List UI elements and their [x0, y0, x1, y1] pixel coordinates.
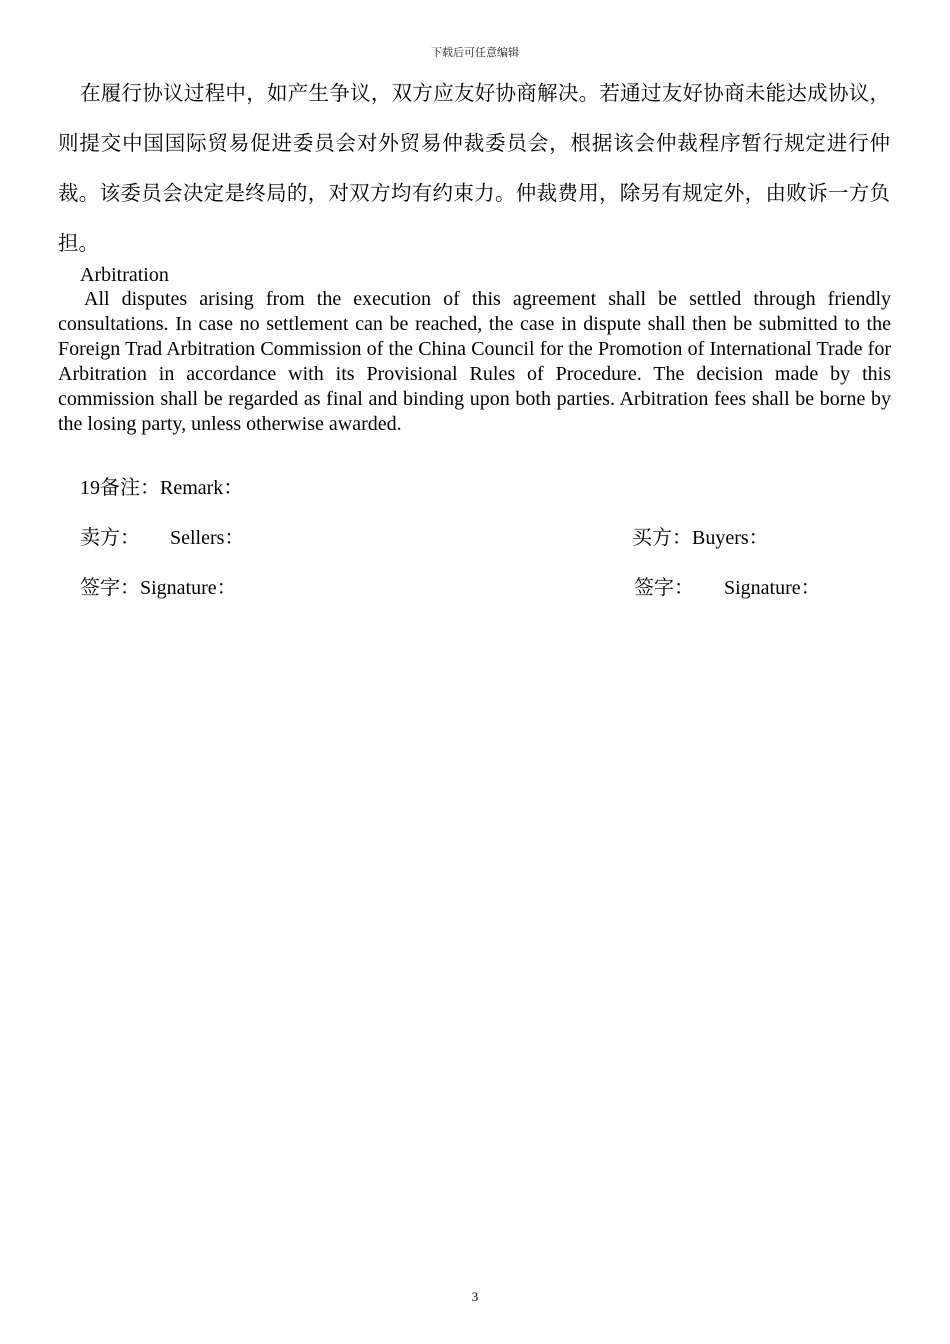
seller-label-en: Sellers：	[170, 527, 245, 549]
remark-label-zh: 备注：	[100, 475, 160, 499]
remark-number: 19	[80, 477, 100, 499]
buyer-signature-line	[634, 574, 821, 601]
buyer-label-en: Buyers：	[692, 527, 769, 549]
page-number: 3	[471, 1289, 479, 1304]
arbitration-heading: Arbitration	[80, 264, 169, 286]
seller-signature-label-zh: 签字：	[80, 575, 140, 599]
arbitration-clause-english: All disputes arising from the execution of this agreement shall be settled through friendly consultations. In case no settlement can be reached, the case in dispute shall then be submitted to the Foreign Trad Arbitration Commission of the China Council for the Promotion of International Trade for Arbitration in accordance with its Provisional Rules of Procedure. The decision made by this commission shall be regarded as final and binding upon both parties. Arbitration fees shall be borne by the losing party, unless otherwise awarded.	[58, 288, 891, 435]
seller-signature-line	[80, 574, 237, 601]
seller-line	[80, 524, 244, 551]
buyer-signature-label-zh: 签字：	[634, 575, 694, 599]
buyer-signature-label-en: Signature：	[724, 577, 821, 599]
page-header: 下载后可任意编辑	[431, 46, 519, 59]
remark-line	[80, 474, 243, 501]
remark-label-en: Remark：	[160, 477, 244, 499]
arbitration-clause-chinese: 在履行协议过程中，如产生争议，双方应友好协商解决。若通过友好协商未能达成协议，则提交中国国际贸易促进委员会对外贸易仲裁委员会，根据该会仲裁程序暂行规定进行仲裁。该委员会决定是终局的，对双方均有约束力。仲裁费用，除另有规定外，由败诉一方负担。	[58, 81, 890, 255]
seller-signature-label-en: Signature：	[140, 577, 237, 599]
buyer-label-zh: 买方：	[632, 525, 692, 549]
buyer-line	[632, 524, 769, 551]
seller-label-zh: 卖方：	[80, 525, 140, 549]
